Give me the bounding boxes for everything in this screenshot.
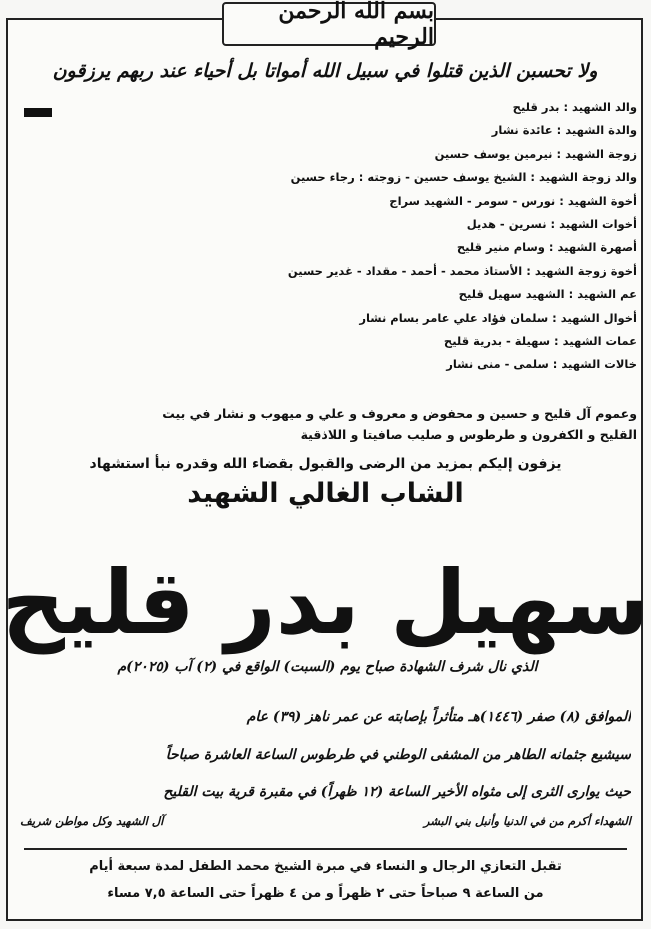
kin-brothers: أخوة الشهيد : نورس - سومر - الشهيد سراج [389, 193, 637, 208]
kin-father: والد الشهيد : بدر قليح [512, 100, 637, 114]
detail-burial: حيث يوارى الثرى إلى مثواه الأخير الساعة (١٢ ظهراً) في مقبرة قرية بيت القليح [163, 784, 631, 800]
kin-maternal-uncles: أخوال الشهيد : سلمان فؤاد علي عامر بسام نشار [359, 310, 637, 325]
quran-verse: ولا تحسبن الذين قتلوا في سبيل الله أمواتا بل أحياء عند ربهم يرزقون [52, 60, 598, 82]
martyr-name: سهيل بدر قليح [1, 551, 650, 654]
announcement: يزفون إليكم بمزيد من الرضى والقبول بقضاء الله وقدره نبأ استشهاد [89, 456, 562, 472]
martyr-title: الشاب الغالي الشهيد [187, 478, 464, 509]
detail-hijri-age: الموافق (٨) صفر (١٤٤٦)هـ متأثراً بإصابته عن عمر ناهز (٣٩) عام [246, 709, 631, 725]
decorative-mark [24, 108, 52, 117]
kin-wife: زوجة الشهيد : نيرمين يوسف حسين [434, 146, 637, 161]
detail-funeral: سيشيع جثمانه الطاهر من المشفى الوطني في طرطوس الساعة العاشرة صباحاً [165, 747, 631, 763]
condolence-place: تقبل التعازي الرجال و النساء في مبرة الشيخ محمد الطفل لمدة سبعة أيام [89, 859, 562, 874]
saying-martyrs: الشهداء أكرم من في الدنيا وأنبل بني البشر [423, 814, 631, 828]
basmala-box [222, 0, 436, 50]
family-line-1: وعموم آل قليح و حسين و محفوض و معروف و علي و ميهوب و نشار في بيت [162, 406, 637, 421]
kin-uncle: عم الشهيد : الشهيد سهيل قليح [458, 287, 637, 302]
kin-mother: والدة الشهيد : عائدة نشار [491, 123, 637, 138]
kin-paternal-aunts: عمات الشهيد : سهيلة - بدرية قليح [443, 333, 637, 348]
family-line-2: القليح و الكفرون و طرطوس و صليب صافيتا و اللاذقية [300, 427, 637, 442]
kin-list [117, 96, 637, 377]
detail-date: الذي نال شرف الشهادة صباح يوم (السبت) الواقع في (٢) آب (٢٠٢٥)م [117, 659, 538, 675]
sayings-row [20, 808, 631, 834]
kin-sisters: أخوات الشهيد : نسرين - هديل [466, 216, 637, 231]
kin-in-laws: أصهرة الشهيد : وسام منير قليح [456, 240, 637, 255]
condolence-hours: من الساعة ٩ صباحاً حتى ٢ ظهراً و من ٤ ظهراً حتى الساعة ٧,٥ مساء [107, 886, 544, 901]
basmala-text: بسم الله الرحمن الرحيم [278, 0, 434, 50]
divider [24, 848, 627, 850]
kin-wife-parents: والد زوجة الشهيد : الشيخ يوسف حسين - زوجته : رجاء حسين [290, 170, 637, 185]
saying-family: آل الشهيد وكل مواطن شريف [20, 814, 164, 828]
kin-wife-brothers: أخوة زوجة الشهيد : الأستاذ محمد - أحمد - مقداد - غدير حسين [287, 263, 637, 278]
kin-maternal-aunts: خالات الشهيد : سلمى - منى نشار [446, 357, 637, 372]
